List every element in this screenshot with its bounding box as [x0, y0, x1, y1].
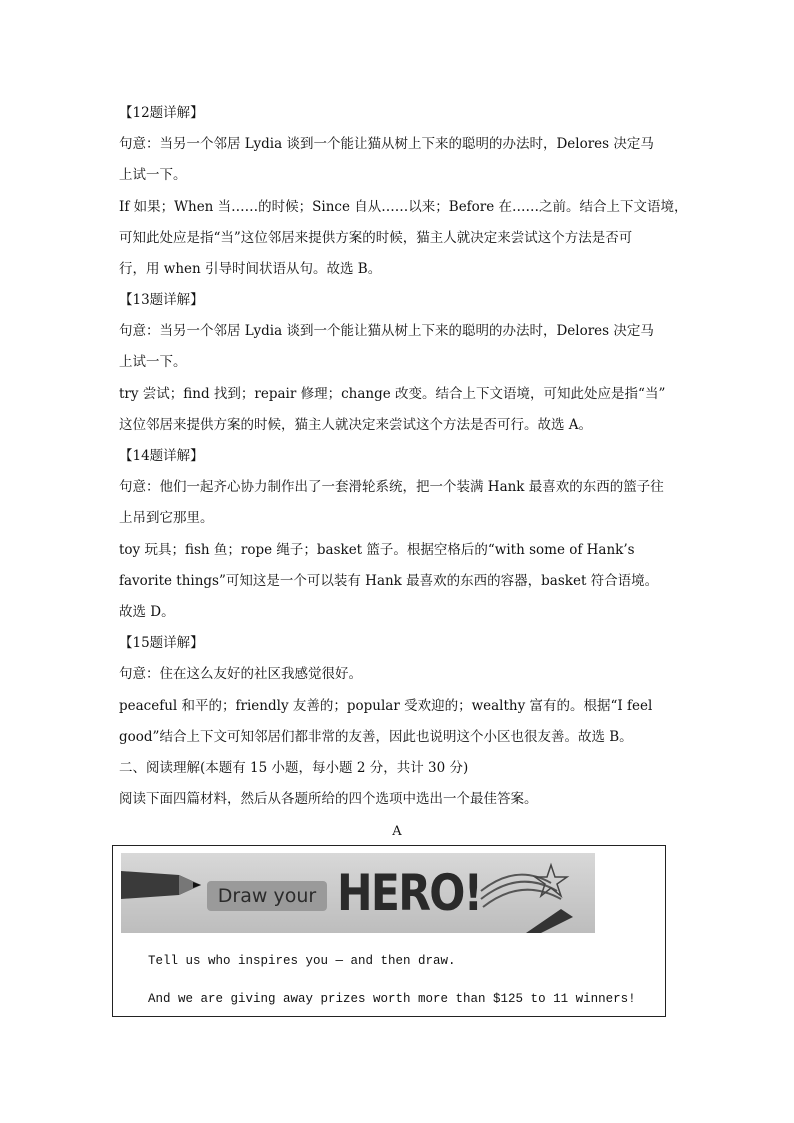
paragraph-line: 上试一下。: [119, 354, 187, 370]
hero-text: HERO!: [337, 864, 482, 922]
instructions-line: 阅读下面四篇材料，然后从各题所给的四个选项中选出一个最佳答案。: [119, 791, 538, 807]
paragraph-line: favorite things”可知这是一个可以装有 Hank 最喜欢的东西的容器，basket 符合语境。: [119, 573, 659, 589]
paragraph-line: 这位邻居来提供方案的时候，猫主人就决定来尝试这个方法是否可行。故选 A。: [119, 417, 593, 433]
heading-q13: 【13题详解】: [119, 292, 204, 308]
box-line-prizes: And we are giving away prizes worth more than $125 to 11 winners!: [148, 992, 636, 1006]
paragraph-line: 行，用 when 引导时间状语从句。故选 B。: [119, 261, 382, 277]
draw-your-hero-banner: [121, 853, 595, 933]
passage-a-box: [112, 845, 666, 1017]
section-heading-reading: 二、阅读理解(本题有 15 小题，每小题 2 分，共计 30 分): [119, 760, 469, 776]
paragraph-line: try 尝试；find 找到；repair 修理；change 改变。结合上下文语境，可知此处应是指“当”: [119, 386, 666, 402]
paragraph-line: toy 玩具；fish 鱼；rope 绳子；basket 篮子。根据空格后的“with some of Hank’s: [119, 542, 635, 558]
paragraph-line: 句意：当另一个邻居 Lydia 谈到一个能让猫从树上下来的聪明的办法时，Delores 决定马: [119, 323, 654, 339]
draw-your-text: Draw your: [217, 885, 317, 907]
paragraph-line: 上吊到它那里。: [119, 510, 214, 526]
paragraph-line: 句意：住在这么友好的社区我感觉很好。: [119, 666, 362, 682]
heading-q15: 【15题详解】: [119, 635, 204, 651]
paragraph-line: 句意：当另一个邻居 Lydia 谈到一个能让猫从树上下来的聪明的办法时，Delores 决定马: [119, 136, 654, 152]
paragraph-line: If 如果；When 当……的时候；Since 自从……以来；Before 在……之前。结合上下文语境，: [119, 199, 688, 215]
paragraph-line: 故选 D。: [119, 604, 175, 620]
heading-q14: 【14题详解】: [119, 448, 204, 464]
paragraph-line: peaceful 和平的；friendly 友善的；popular 受欢迎的；wealthy 富有的。根据“I feel: [119, 698, 653, 714]
paragraph-line: 句意：他们一起齐心协力制作出了一套滑轮系统，把一个装满 Hank 最喜欢的东西的篮子往: [119, 479, 664, 495]
passage-label: A: [392, 824, 402, 839]
star-stamp-icon: [121, 853, 595, 933]
paragraph-line: good”结合上下文可知邻居们都非常的友善，因此也说明这个小区也很友善。故选 B。: [119, 729, 633, 745]
heading-q12: 【12题详解】: [119, 105, 204, 121]
paragraph-line: 上试一下。: [119, 167, 187, 183]
paragraph-line: 可知此处应是指“当”这位邻居来提供方案的时候，猫主人就决定来尝试这个方法是否可: [119, 230, 633, 246]
box-line-inspires: Tell us who inspires you — and then draw.: [148, 954, 456, 968]
